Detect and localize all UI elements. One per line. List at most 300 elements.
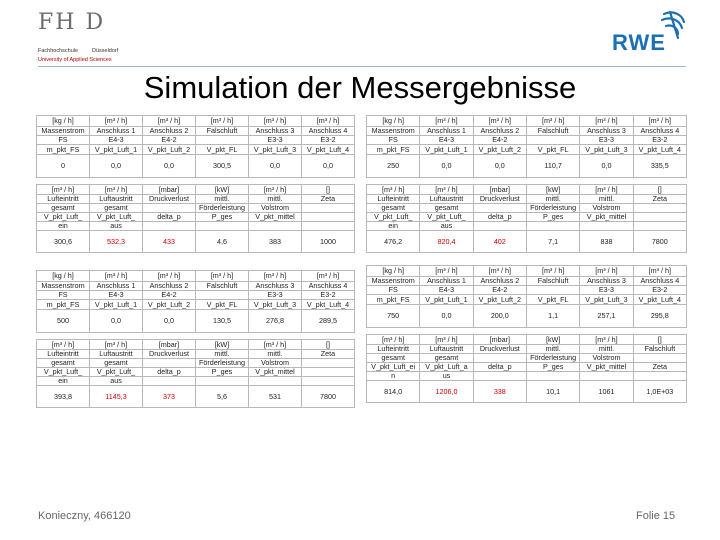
table-cell: V_pkt_FL — [196, 145, 249, 155]
table-cell: 200,0 — [473, 305, 526, 328]
table-cell: E3-3 — [580, 136, 633, 145]
table-cell — [249, 377, 302, 386]
table-row — [367, 213, 687, 222]
table-row — [367, 372, 687, 381]
table-cell: 276,8 — [249, 310, 302, 333]
table-cell: gesamt — [367, 204, 420, 213]
table-cell — [473, 178, 526, 185]
table-cell — [143, 222, 196, 231]
table-cell: 402 — [473, 231, 526, 253]
table-cell — [526, 328, 579, 335]
table-cell: P_ges — [196, 368, 249, 377]
table-cell — [473, 204, 526, 213]
table-cell: mittl. — [526, 195, 579, 204]
table-cell — [143, 333, 196, 340]
footer-slide-number: Folie 15 — [636, 510, 676, 522]
table-cell: E4-3 — [420, 136, 473, 145]
table-cell: Anschluss 2 — [143, 127, 196, 136]
table-cell — [633, 213, 686, 222]
table-cell: Luftaustritt — [420, 195, 473, 204]
table-cell: 1,0E+03 — [633, 381, 686, 403]
table-cell: gesamt — [90, 204, 143, 213]
table-cell: E3-2 — [302, 291, 355, 300]
table-cell: FS — [367, 286, 420, 295]
table-row — [37, 377, 355, 386]
table-spacer-row — [367, 328, 687, 335]
table-cell — [196, 178, 249, 185]
table-row — [367, 222, 687, 231]
table-cell: [m³ / h] — [90, 340, 143, 350]
table-cell: Falschluft — [526, 127, 579, 136]
table-row — [367, 381, 687, 403]
table-cell — [633, 328, 686, 335]
table-cell: E4-3 — [90, 136, 143, 145]
table-cell: [m³ / h] — [302, 116, 355, 127]
table-row — [37, 185, 355, 195]
table-cell: Zeta — [302, 350, 355, 359]
table-cell: V_pkt_Luft_1 — [90, 300, 143, 310]
table-cell: P_ges — [196, 213, 249, 222]
table-cell: Lufteintritt — [367, 195, 420, 204]
table-cell: E4-2 — [473, 136, 526, 145]
table-cell — [473, 222, 526, 231]
table-cell: V_pkt_Luft_ — [90, 368, 143, 377]
table-cell: V_pkt_Luft_1 — [420, 145, 473, 155]
table-cell: Falschluft — [196, 127, 249, 136]
table-cell: [m³ / h] — [633, 116, 686, 127]
table-cell — [420, 178, 473, 185]
table-cell: [m³ / h] — [580, 266, 633, 277]
table-spacer-row — [37, 333, 355, 340]
table-cell: E3-2 — [633, 136, 686, 145]
table-cell: E3-2 — [302, 136, 355, 145]
table-cell: 110,7 — [526, 155, 579, 178]
table-row — [367, 155, 687, 178]
table-cell: delta_p — [143, 368, 196, 377]
table-cell: m_pkt_FS — [367, 295, 420, 305]
fh-subtitle-left: Fachhochschule — [38, 48, 79, 54]
table-cell: [m³ / h] — [580, 185, 633, 195]
table-cell: Lufteintritt — [37, 195, 90, 204]
table-cell: [m³ / h] — [580, 116, 633, 127]
table-cell: [m³ / h] — [249, 185, 302, 195]
table-cell — [526, 222, 579, 231]
table-cell — [302, 222, 355, 231]
slide-title: Simulation der Messergebnisse — [143, 70, 577, 105]
table-cell: gesamt — [37, 204, 90, 213]
table-cell: Druckverlust — [143, 350, 196, 359]
table-cell: 300,6 — [37, 231, 90, 253]
table-cell: 531 — [249, 386, 302, 408]
table-cell: E3-3 — [249, 291, 302, 300]
table-row — [37, 136, 355, 145]
table-cell — [90, 333, 143, 340]
table-cell: Anschluss 1 — [90, 127, 143, 136]
table-cell — [143, 377, 196, 386]
table-cell: 0,0 — [420, 155, 473, 178]
table-cell: Falschluft — [633, 345, 686, 354]
table-cell: V_pkt_Luft_ — [37, 368, 90, 377]
table-row — [37, 350, 355, 359]
table-cell: Anschluss 4 — [302, 282, 355, 291]
table-cell: V_pkt_Luft_ — [367, 213, 420, 222]
table-cell: m_pkt_FS — [37, 145, 90, 155]
table-row — [367, 363, 687, 372]
table-row — [37, 195, 355, 204]
table-cell — [367, 178, 420, 185]
table-cell — [249, 222, 302, 231]
table-cell — [302, 178, 355, 185]
table-cell: V_pkt_Luft_3 — [249, 300, 302, 310]
table-cell: V_pkt_Luft_4 — [633, 145, 686, 155]
table-row — [367, 231, 687, 253]
table-cell — [143, 204, 196, 213]
table-cell: V_pkt_Luft_ei — [367, 363, 420, 372]
table-cell: FS — [37, 136, 90, 145]
table-cell: Massenstrom — [367, 277, 420, 286]
table-cell: us — [420, 372, 473, 381]
header-rule — [38, 66, 686, 67]
table-cell: [m³ / h] — [526, 266, 579, 277]
table-cell: V_pkt_Luft_ — [420, 213, 473, 222]
table-cell: [m³ / h] — [473, 116, 526, 127]
table-cell — [249, 178, 302, 185]
table-cell — [37, 333, 90, 340]
table-cell: 7800 — [633, 231, 686, 253]
table-cell — [302, 204, 355, 213]
result-table-3 — [36, 270, 355, 408]
table-cell — [526, 136, 579, 145]
table-cell: Anschluss 4 — [302, 127, 355, 136]
table-cell: Druckverlust — [143, 195, 196, 204]
table-cell: V_pkt_Luft_2 — [473, 145, 526, 155]
table-cell — [302, 368, 355, 377]
table-row — [367, 185, 687, 195]
table-cell: 7,1 — [526, 231, 579, 253]
table-cell: Anschluss 1 — [420, 127, 473, 136]
table-cell: gesamt — [420, 354, 473, 363]
table-cell: [m³ / h] — [90, 271, 143, 282]
table-cell: mittl. — [196, 350, 249, 359]
table-row — [367, 335, 687, 345]
result-table-1 — [36, 115, 355, 253]
table-cell — [37, 178, 90, 185]
table-cell: gesamt — [37, 359, 90, 368]
table-cell: ein — [367, 222, 420, 231]
table-cell: 814,0 — [367, 381, 420, 403]
table-row — [37, 310, 355, 333]
table-cell: [kW] — [196, 340, 249, 350]
table-cell: [] — [633, 335, 686, 345]
table-cell: [m³ / h] — [526, 116, 579, 127]
table-cell: [m³ / h] — [633, 266, 686, 277]
table-spacer-row — [37, 178, 355, 185]
table-cell: [kg / h] — [37, 271, 90, 282]
table-cell: [m³ / h] — [249, 116, 302, 127]
table-cell: [m³ / h] — [420, 185, 473, 195]
table-cell — [633, 204, 686, 213]
table-row — [367, 345, 687, 354]
table-cell: delta_p — [473, 363, 526, 372]
table-cell: Zeta — [633, 363, 686, 372]
table-cell: V_pkt_mittel — [580, 363, 633, 372]
table-cell: V_pkt_FL — [196, 300, 249, 310]
table-cell: 383 — [249, 231, 302, 253]
table-cell — [196, 333, 249, 340]
table-cell: Anschluss 4 — [633, 277, 686, 286]
table-row — [37, 340, 355, 350]
table-cell: [mbar] — [143, 340, 196, 350]
table-cell: V_pkt_FL — [526, 145, 579, 155]
table-cell: V_pkt_Luft_ — [90, 213, 143, 222]
table-cell: 1145,3 — [90, 386, 143, 408]
table-cell — [526, 178, 579, 185]
table-cell: Zeta — [633, 195, 686, 204]
table-cell: Luftaustritt — [90, 350, 143, 359]
table-cell: 5,6 — [196, 386, 249, 408]
table-cell: [m³ / h] — [196, 271, 249, 282]
table-cell: P_ges — [526, 213, 579, 222]
table-cell: 300,5 — [196, 155, 249, 178]
table-cell — [633, 354, 686, 363]
table-cell: Falschluft — [196, 282, 249, 291]
table-cell: 289,5 — [302, 310, 355, 333]
table-cell: 0,0 — [143, 155, 196, 178]
table-cell: Anschluss 3 — [580, 277, 633, 286]
fh-subtitle-red: University of Applied Sciences — [38, 57, 112, 63]
table-cell: V_pkt_FL — [526, 295, 579, 305]
table-cell: V_pkt_Luft_4 — [302, 145, 355, 155]
table-cell: [m³ / h] — [420, 266, 473, 277]
table-row — [367, 266, 687, 277]
table-cell — [473, 328, 526, 335]
table-cell — [633, 372, 686, 381]
table-cell: [kW] — [526, 185, 579, 195]
table-row — [367, 295, 687, 305]
table-cell: V_pkt_mittel — [249, 368, 302, 377]
table-cell: V_pkt_Luft_1 — [90, 145, 143, 155]
table-cell: Anschluss 1 — [90, 282, 143, 291]
table-cell: 0,0 — [420, 305, 473, 328]
table-cell — [196, 377, 249, 386]
table-cell: [kg / h] — [367, 116, 420, 127]
table-cell: [m³ / h] — [367, 335, 420, 345]
table-cell: V_pkt_Luft_2 — [143, 145, 196, 155]
table-row — [37, 282, 355, 291]
table-cell: mittl. — [526, 345, 579, 354]
table-cell: V_pkt_mittel — [580, 213, 633, 222]
table-cell: Anschluss 1 — [420, 277, 473, 286]
table-cell: [m³ / h] — [37, 185, 90, 195]
table-cell: [m³ / h] — [90, 116, 143, 127]
table-cell: Falschluft — [526, 277, 579, 286]
table-cell: 0,0 — [143, 310, 196, 333]
table-row — [367, 286, 687, 295]
table-row — [37, 116, 355, 127]
rwe-logo-text: RWE — [612, 30, 666, 55]
table-cell — [580, 328, 633, 335]
table-cell: V_pkt_Luft_2 — [143, 300, 196, 310]
table-cell: [m³ / h] — [196, 116, 249, 127]
table-cell: E4-2 — [143, 291, 196, 300]
table-row — [37, 368, 355, 377]
table-row — [37, 300, 355, 310]
table-cell: ein — [37, 222, 90, 231]
table-row — [37, 359, 355, 368]
table-cell: [m³ / h] — [420, 116, 473, 127]
table-cell: mittl. — [249, 195, 302, 204]
table-row — [367, 277, 687, 286]
table-cell: [m³ / h] — [420, 335, 473, 345]
table-cell: FS — [367, 136, 420, 145]
table-cell: Anschluss 3 — [249, 127, 302, 136]
table-cell: 4,6 — [196, 231, 249, 253]
table-cell: Förderleistung — [196, 359, 249, 368]
table-cell: E4-2 — [473, 286, 526, 295]
table-cell: [mbar] — [473, 335, 526, 345]
table-cell: 295,8 — [633, 305, 686, 328]
table-cell: [m³ / h] — [580, 335, 633, 345]
table-cell: 532,3 — [90, 231, 143, 253]
table-cell: 476,2 — [367, 231, 420, 253]
table-cell: Luftaustritt — [420, 345, 473, 354]
table-cell: V_pkt_Luft_4 — [633, 295, 686, 305]
table-cell: 0 — [37, 155, 90, 178]
table-row — [367, 195, 687, 204]
table-cell: [] — [302, 340, 355, 350]
table-cell: V_pkt_Luft_ — [37, 213, 90, 222]
table-cell: aus — [90, 377, 143, 386]
table-row — [37, 213, 355, 222]
table-cell: 1061 — [580, 381, 633, 403]
table-cell: 0,0 — [90, 155, 143, 178]
table-cell: [m³ / h] — [473, 266, 526, 277]
table-cell: ein — [37, 377, 90, 386]
table-cell: Lufteintritt — [37, 350, 90, 359]
table-cell — [196, 222, 249, 231]
table-cell: Volstrom — [580, 204, 633, 213]
table-cell: Massenstrom — [367, 127, 420, 136]
table-cell — [143, 178, 196, 185]
table-cell: Volstrom — [580, 354, 633, 363]
table-cell: Massenstrom — [37, 127, 90, 136]
table-cell: 1,1 — [526, 305, 579, 328]
table-cell: Anschluss 3 — [580, 127, 633, 136]
table-cell: V_pkt_Luft_3 — [580, 145, 633, 155]
table-cell: 393,8 — [37, 386, 90, 408]
table-cell: Zeta — [302, 195, 355, 204]
table-cell: 838 — [580, 231, 633, 253]
table-cell: Volstrom — [249, 204, 302, 213]
table-cell: E3-2 — [633, 286, 686, 295]
table-cell: V_pkt_mittel — [249, 213, 302, 222]
table-cell — [90, 178, 143, 185]
table-row — [37, 204, 355, 213]
table-cell — [580, 222, 633, 231]
table-cell: 338 — [473, 381, 526, 403]
table-cell: [m³ / h] — [367, 185, 420, 195]
table-cell: V_pkt_Luft_a — [420, 363, 473, 372]
table-cell — [580, 178, 633, 185]
table-row — [367, 116, 687, 127]
table-cell: [m³ / h] — [249, 340, 302, 350]
table-cell: mittl. — [580, 195, 633, 204]
table-cell: 0,0 — [249, 155, 302, 178]
table-cell: aus — [420, 222, 473, 231]
table-cell — [302, 359, 355, 368]
table-cell: mittl. — [580, 345, 633, 354]
table-row — [367, 145, 687, 155]
table-cell: delta_p — [143, 213, 196, 222]
table-cell — [473, 372, 526, 381]
table-cell: 0,0 — [473, 155, 526, 178]
result-table-2 — [366, 115, 687, 253]
table-cell: Anschluss 3 — [249, 282, 302, 291]
table-cell: m_pkt_FS — [37, 300, 90, 310]
table-cell: P_ges — [526, 363, 579, 372]
table-cell: 130,5 — [196, 310, 249, 333]
table-cell: m_pkt_FS — [367, 145, 420, 155]
table-cell: E3-3 — [580, 286, 633, 295]
table-cell: 0,0 — [302, 155, 355, 178]
table-cell: Förderleistung — [196, 204, 249, 213]
table-cell: 257,1 — [580, 305, 633, 328]
table-cell — [420, 328, 473, 335]
table-row — [37, 386, 355, 408]
table-cell — [302, 213, 355, 222]
table-cell: [m³ / h] — [90, 185, 143, 195]
fh-subtitle-right: Düsseldorf — [92, 48, 119, 54]
table-cell — [580, 372, 633, 381]
table-cell: mittl. — [196, 195, 249, 204]
table-cell: Massenstrom — [37, 282, 90, 291]
table-cell — [526, 372, 579, 381]
table-cell: V_pkt_Luft_2 — [473, 295, 526, 305]
table-cell — [526, 286, 579, 295]
table-cell: FS — [37, 291, 90, 300]
table-cell: Druckverlust — [473, 195, 526, 204]
table-cell: n — [367, 372, 420, 381]
table-cell: gesamt — [90, 359, 143, 368]
table-cell: V_pkt_Luft_3 — [580, 295, 633, 305]
table-cell: mittl. — [249, 350, 302, 359]
table-cell: [] — [302, 185, 355, 195]
table-cell: 0,0 — [580, 155, 633, 178]
table-cell: [kW] — [196, 185, 249, 195]
table-cell — [302, 377, 355, 386]
footer-author: Konieczny, 466120 — [38, 510, 131, 522]
table-cell: [mbar] — [473, 185, 526, 195]
table-cell — [633, 222, 686, 231]
result-table-4 — [366, 265, 687, 403]
table-row — [37, 145, 355, 155]
table-cell: V_pkt_Luft_3 — [249, 145, 302, 155]
table-cell: Anschluss 4 — [633, 127, 686, 136]
table-row — [367, 305, 687, 328]
table-cell: [m³ / h] — [37, 340, 90, 350]
table-row — [367, 127, 687, 136]
table-cell — [473, 354, 526, 363]
table-cell: Lufteintritt — [367, 345, 420, 354]
table-cell: Förderleistung — [526, 354, 579, 363]
table-cell: Druckverlust — [473, 345, 526, 354]
table-cell: [kg / h] — [367, 266, 420, 277]
table-cell: delta_p — [473, 213, 526, 222]
table-row — [367, 354, 687, 363]
table-cell — [249, 333, 302, 340]
table-spacer-row — [367, 178, 687, 185]
table-cell: 1000 — [302, 231, 355, 253]
